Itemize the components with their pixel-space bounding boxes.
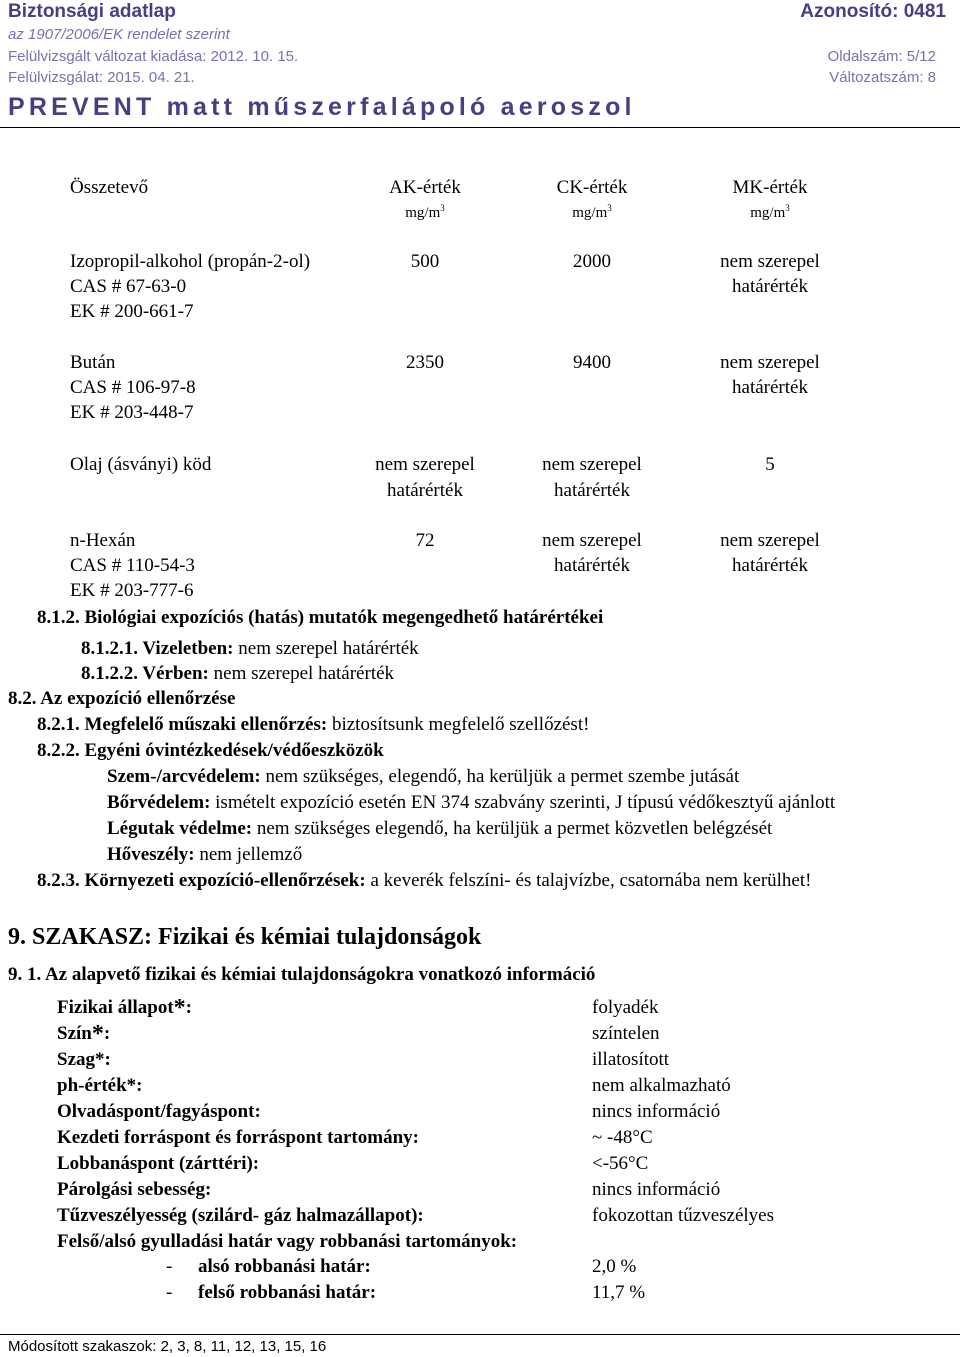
property-label: Szag*: (57, 1049, 111, 1070)
component-name: Bután (70, 352, 116, 373)
property-label: Olvadáspont/fagyáspont: (57, 1101, 261, 1122)
mk-value-line2: határérték (732, 555, 808, 576)
list-dash: - (166, 1282, 173, 1303)
property-value: folyadék (592, 997, 659, 1018)
column-header-ck: CK-érték (556, 177, 628, 198)
footer-divider (0, 1334, 960, 1335)
component-cas: CAS # 67-63-0 (70, 276, 187, 297)
document-identifier: Azonosító: 0481 (800, 1, 946, 22)
mk-value: nem szerepel (720, 352, 820, 373)
lower-explosion-limit-value: 2,0 % (592, 1256, 637, 1277)
section-9-1-heading: 9. 1. Az alapvető fizikai és kémiai tulajdonságokra vonatkozó információ (8, 964, 596, 985)
upper-explosion-limit-label: felső robbanási határ: (198, 1282, 377, 1303)
ak-value-line2: határérték (387, 480, 463, 501)
component-name: n-Hexán (70, 530, 136, 551)
modified-sections: Módosított szakaszok: 2, 3, 8, 11, 12, 13, 15, 16 (8, 1338, 327, 1355)
property-label: Lobbanáspont (zárttéri): (57, 1153, 260, 1174)
upper-explosion-limit-value: 11,7 % (592, 1282, 646, 1303)
mk-value-line2: határérték (732, 377, 808, 398)
property-label: Kezdeti forráspont és forráspont tartomány: (57, 1127, 419, 1148)
ak-value: 72 (415, 530, 435, 551)
property-value: nem alkalmazható (592, 1075, 731, 1096)
unit-mk: $mg/m^3$ (750, 203, 790, 221)
property-label: Fizikai állapot*: (57, 995, 192, 1021)
column-header-component: Összetevő (70, 177, 149, 198)
unit-ck: $mg/m^3$ (572, 203, 612, 221)
product-name: PREVENT matt műszerfalápoló aeroszol (8, 93, 636, 121)
list-dash: - (166, 1256, 173, 1277)
urine-limit: 8.1.2.1. Vizeletben: nem szerepel határérték (81, 638, 419, 659)
unit-ak: $mg/m^3$ (405, 203, 445, 221)
component-cas: CAS # 110-54-3 (70, 555, 195, 576)
section-8-1-2-heading: 8.1.2. Biológiai expozíciós (hatás) mutatók megengedhető határértékei (37, 607, 604, 628)
ak-value: 500 (410, 251, 440, 272)
property-label: Szín*: (57, 1021, 111, 1047)
component-name: Olaj (ásványi) köd (70, 454, 212, 475)
section-9-heading: 9. SZAKASZ: Fizikai és kémiai tulajdonságok (8, 924, 482, 950)
section-8-2-heading: 8.2. Az expozíció ellenőrzése (8, 688, 236, 709)
environmental-controls: 8.2.3. Környezeti expozíció-ellenőrzések: a keverék felszíni- és talajvízbe, csatornába nem kerülhet! (37, 870, 812, 891)
respiratory-protection: Légutak védelme: nem szükséges elegendő, ha kerüljük a permet közvetlen belégzését (107, 818, 773, 839)
property-value: nincs információ (592, 1179, 721, 1200)
property-label: Párolgási sebesség: (57, 1179, 212, 1200)
document-title: Biztonsági adatlap (8, 1, 176, 22)
skin-protection: Bőrvédelem: ismételt expozíció esetén EN 374 szabvány szerinti, J típusú védőkesztyű ajánlott (107, 792, 836, 813)
component-cas: CAS # 106-97-8 (70, 377, 196, 398)
page-number: Oldalszám: 5/12 (827, 48, 936, 65)
ck-value: nem szerepel (542, 530, 642, 551)
ck-value: 9400 (573, 352, 611, 373)
revision-date: Felülvizsgálat: 2015. 04. 21. (8, 69, 195, 86)
version-number: Változatszám: 8 (829, 69, 936, 86)
mk-value: nem szerepel (720, 530, 820, 551)
mk-value: 5 (765, 454, 775, 475)
ck-value-line2: határérték (554, 480, 630, 501)
property-value: színtelen (592, 1023, 660, 1044)
component-ek: EK # 203-448-7 (70, 402, 194, 423)
property-label: ph-érték*: (57, 1075, 143, 1096)
mk-value: nem szerepel (720, 251, 820, 272)
blood-limit: 8.1.2.2. Vérben: nem szerepel határérték (81, 663, 395, 684)
component-ek: EK # 200-661-7 (70, 301, 194, 322)
eye-face-protection: Szem-/arcvédelem: nem szükséges, elegendő, ha kerüljük a permet szembe jutását (107, 766, 740, 787)
column-header-mk: MK-érték (732, 177, 808, 198)
engineering-controls: 8.2.1. Megfelelő műszaki ellenőrzés: biztosítsunk megfelelő szellőzést! (37, 714, 590, 735)
property-label: Tűzveszélyesség (szilárd- gáz halmazállapot): (57, 1205, 424, 1226)
ck-value-line2: határérték (554, 555, 630, 576)
property-value: illatosított (592, 1049, 670, 1070)
header-divider (0, 127, 960, 128)
property-value: ~ -48°C (592, 1127, 653, 1148)
mk-value-line2: határérték (732, 276, 808, 297)
component-ek: EK # 203-777-6 (70, 580, 194, 601)
lower-explosion-limit-label: alsó robbanási határ: (198, 1256, 371, 1277)
section-8-2-2-heading: 8.2.2. Egyéni óvintézkedések/védőeszközök (37, 740, 384, 761)
thermal-hazard: Hőveszély: nem jellemző (107, 844, 303, 865)
explosion-limits-heading: Felső/alsó gyulladási határ vagy robbanási tartományok: (57, 1231, 518, 1252)
property-value: <-56°C (592, 1153, 649, 1174)
ck-value: 2000 (573, 251, 611, 272)
column-header-ak: AK-érték (389, 177, 461, 198)
ck-value: nem szerepel (542, 454, 642, 475)
regulation-reference: az 1907/2006/EK rendelet szerint (8, 26, 230, 43)
revision-issue-date: Felülvizsgált változat kiadása: 2012. 10. 15. (8, 48, 299, 65)
property-value: nincs információ (592, 1101, 721, 1122)
property-value: fokozottan tűzveszélyes (592, 1205, 775, 1226)
component-name: Izopropil-alkohol (propán-2-ol) (70, 251, 311, 272)
ak-value: nem szerepel (375, 454, 475, 475)
ak-value: 2350 (406, 352, 444, 373)
